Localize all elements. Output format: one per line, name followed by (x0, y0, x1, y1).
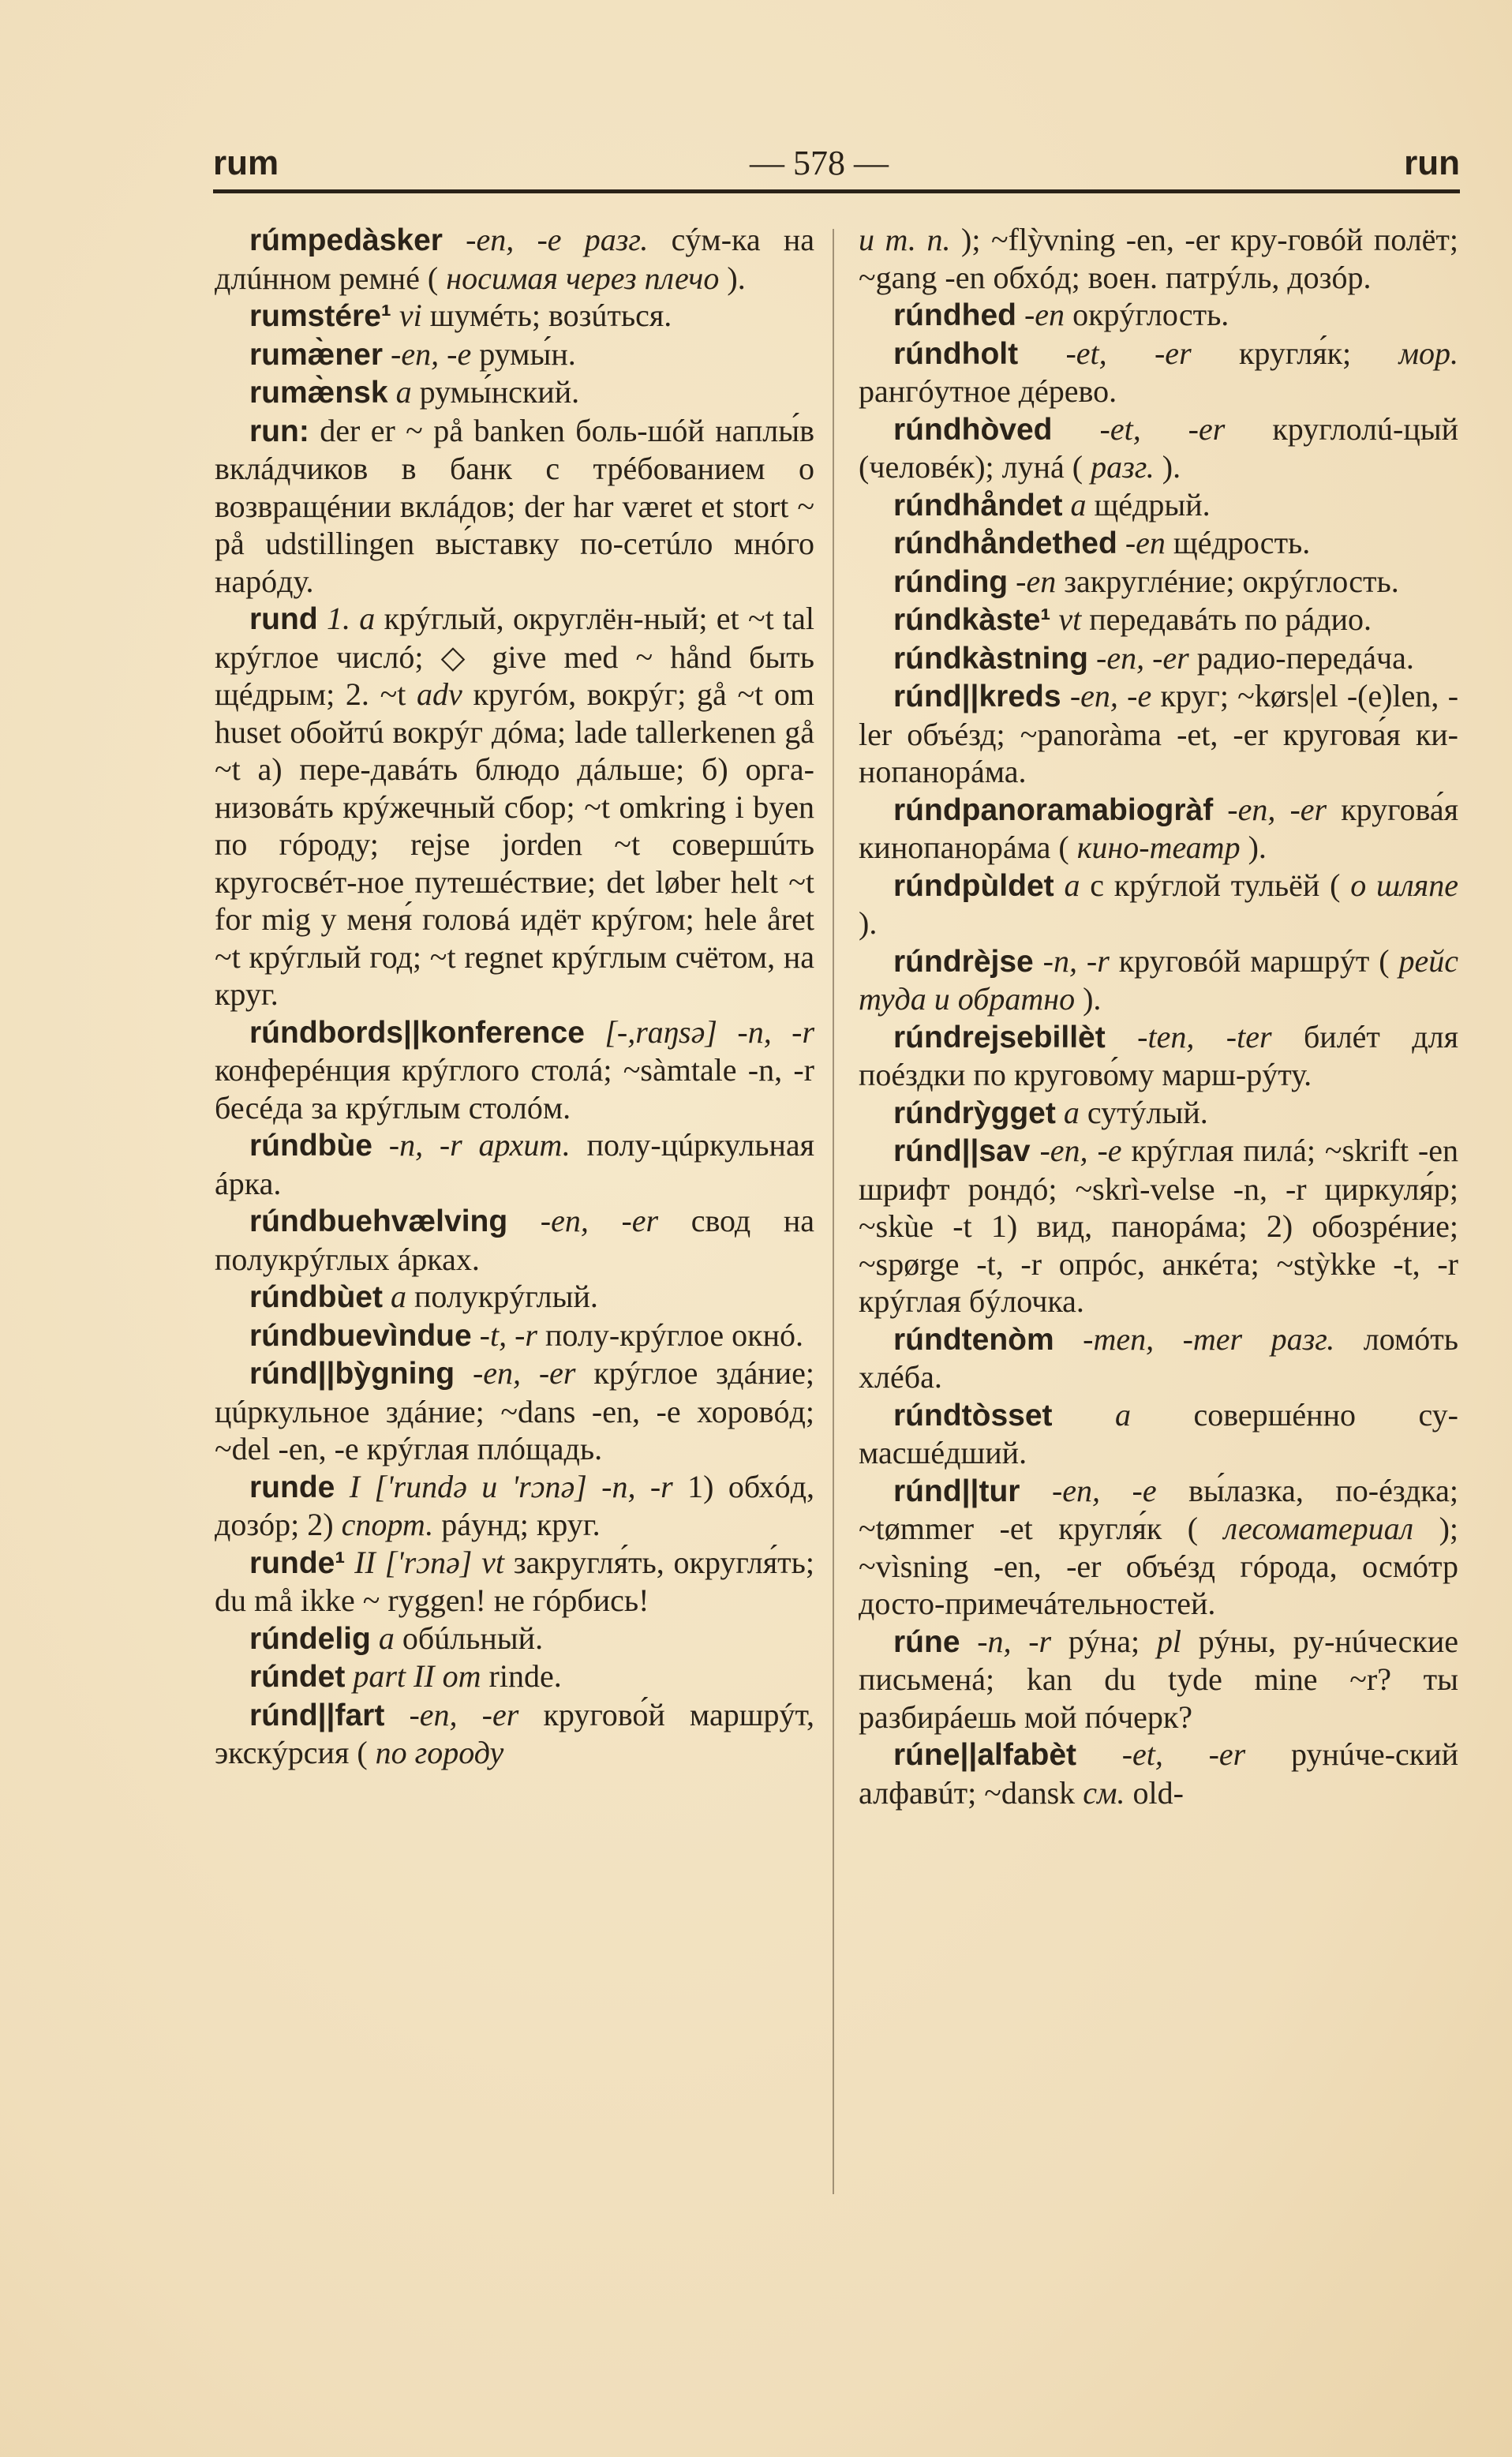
headword: rúndtòsset (893, 1398, 1053, 1433)
column-divider (833, 229, 834, 2194)
grammar-note: a (395, 374, 412, 410)
translation: сутýлый. (1087, 1094, 1208, 1130)
translation: ); ~vìsning -en, -er объéзд гóрода, осмóтр досто-примечáтельностей. (859, 1511, 1459, 1621)
translation: совершéнно су-масшéдший. (859, 1396, 1458, 1470)
grammar-note: -ten, -ter (1137, 1018, 1272, 1054)
grammar-note: -en, -er (1096, 639, 1189, 676)
translation: круговóй маршрýт ( (1118, 942, 1390, 979)
translation: закруглéние; окрýглость. (1064, 563, 1399, 599)
translation: ). (859, 905, 878, 941)
translation: ). (727, 260, 746, 296)
headword: rúndbuevìndue (249, 1318, 472, 1353)
grammar-note: мор. (1398, 335, 1459, 371)
grammar-note: a (1114, 1396, 1131, 1433)
grammar-note: спорт. (341, 1507, 434, 1542)
translation: конферéнция крýглого столá; ~sàmtale -n, -r бесéда за крýглым столóм. (215, 1052, 814, 1126)
grammar-note: -n, -r архит. (388, 1127, 571, 1163)
translation: щéдрость. (1173, 525, 1311, 560)
headword: rúndrỳgget (893, 1096, 1056, 1130)
dictionary-entry (215, 1202, 814, 1278)
translation: рунúче-ский алфавúт; ~dansk (859, 1736, 1459, 1811)
grammar-note: -en, -e разг. (466, 222, 649, 257)
translation: 1) обхóд, дозóр; 2) (215, 1468, 814, 1542)
grammar-note: -et, -er (1065, 335, 1192, 371)
grammar-note: -n, -r (977, 1623, 1052, 1659)
translation: рýна; (1068, 1623, 1140, 1659)
dictionary-entry (859, 524, 1458, 563)
translation: кругля́к; (1238, 335, 1352, 371)
header-rule (213, 189, 1460, 193)
grammar-note: -en, -e (1051, 1472, 1157, 1508)
translation: ломóть хлéба. (859, 1320, 1458, 1395)
dictionary-entry (215, 335, 814, 374)
grammar-note: -en, -er (540, 1203, 659, 1238)
grammar-note: -en, -e (1069, 678, 1152, 714)
headword: rúne (893, 1624, 960, 1659)
translation: окрýглость. (1072, 297, 1229, 332)
grammar-note: vt (1058, 601, 1082, 637)
grammar-note: по городу (375, 1735, 504, 1770)
grammar-note: I ['rundə u 'rɔnə] -n, -r (349, 1468, 673, 1504)
translation: радио-передáча. (1196, 639, 1414, 676)
grammar-note: -en, -er (472, 1355, 576, 1391)
translation: закругля́ть, округля́ть; du må ikke ~ ryggen! не гóрбись! (215, 1544, 814, 1618)
translation: кругова́я кинопанорáма ( (859, 791, 1459, 865)
headword: rúndbùe (249, 1129, 372, 1163)
headword: rúnding (893, 564, 1009, 599)
dictionary-entry (859, 486, 1458, 525)
headword: rúndrèjse (893, 944, 1034, 979)
translation: крýглое здáние; цúркульное здáние; ~dans -en, -e хоровóд; ~del -en, -e крýглая плóщадь. (215, 1355, 815, 1466)
dictionary-entry (215, 297, 814, 335)
headword: rúndhed (893, 298, 1016, 332)
dictionary-entry (859, 563, 1458, 601)
translation: румы́н. (479, 335, 576, 372)
dictionary-entry (215, 373, 814, 412)
translation: ); ~flỳvning -en, -er кру-говóй полёт; ~gang -en обхóд; воен. патрýль, дозóр. (859, 222, 1459, 295)
translation: полукрýглый. (414, 1279, 598, 1314)
headword: runde (249, 1470, 335, 1504)
dictionary-entry (859, 1132, 1458, 1320)
headword: rúnd||sav (893, 1134, 1031, 1168)
headword: rúmpedàsker (249, 223, 443, 257)
dictionary-entry (859, 791, 1458, 867)
headword: rúndpanoramabiogràf (893, 792, 1214, 827)
headword: rúndhåndet (893, 488, 1063, 522)
translation: полу-цúркульная áрка. (215, 1127, 815, 1201)
dictionary-entry (215, 1354, 814, 1468)
dictionary-entry (215, 600, 814, 1013)
translation: круг; ~kørs|el -(e)len, -ler объéзд; ~panoràma -et, -er кругова́я ки-нопанорáма. (859, 678, 1459, 789)
grammar-note: -en (1125, 525, 1166, 560)
headword: rúndpùldet (893, 868, 1054, 903)
grammar-note: носимая через плечо (446, 260, 720, 296)
translation: обúльный. (402, 1620, 544, 1656)
headword: rúndhåndethed (893, 526, 1117, 560)
translation: рáунд; круг. (441, 1507, 601, 1542)
grammar-note: и т. п. (859, 222, 951, 257)
headword: rúnd||tur (893, 1474, 1020, 1508)
dictionary-entry (215, 1544, 814, 1620)
dictionary-entry (215, 412, 814, 601)
translation: ). (1248, 830, 1267, 865)
grammar-note: a (378, 1620, 395, 1656)
grammar-note: разг. (1091, 449, 1155, 485)
grammar-note: -en, -er (409, 1696, 519, 1732)
grammar-note: a (1070, 486, 1087, 522)
translation: old- (1132, 1774, 1184, 1811)
dictionary-entry (859, 221, 1458, 296)
grammar-note: -en (1024, 297, 1065, 332)
grammar-note: см. (1083, 1774, 1125, 1811)
dictionary-entry (859, 601, 1458, 639)
translation: ). (1083, 981, 1102, 1017)
translation: рýны, ру-нúческие письменá; kan du tyde mine ~r? ты разбирáешь мой пóчерк? (859, 1623, 1459, 1735)
grammar-note: II ['rɔnə] vt (354, 1544, 504, 1580)
translation: крýглый, округлён-ный; et ~t tal крýглое числó; ◇ give med ~ hånd быть щéдрым; 2. ~t (215, 601, 815, 712)
grammar-note: -en, -e (391, 335, 472, 372)
headword: rúndkàste¹ (893, 603, 1051, 637)
translation: круглолú-цый (человéк); лунá ( (859, 410, 1459, 485)
grammar-note: -et, -er (1099, 410, 1226, 447)
dictionary-entry (859, 410, 1458, 486)
dictionary-entry (215, 221, 814, 297)
headword: rúne||alfabèt (893, 1738, 1077, 1772)
dictionary-entry (215, 1696, 814, 1772)
headword: rund (249, 602, 318, 636)
grammar-note: 1. a (326, 601, 376, 636)
translation: щéдрый. (1094, 486, 1211, 522)
dictionary-entry (215, 1620, 814, 1658)
grammar-note: -en (1016, 563, 1057, 599)
grammar-note: лесоматериал (1223, 1511, 1414, 1546)
headword: run: (249, 414, 309, 448)
headword: rúnd||kreds (893, 680, 1061, 714)
grammar-note: a (1063, 1094, 1080, 1130)
headword: rúndrejsebillèt (893, 1020, 1106, 1054)
right-column (859, 221, 1458, 1811)
translation: передавáть по рáдио. (1089, 601, 1372, 637)
dictionary-entry (859, 1094, 1458, 1133)
dictionary-entry (859, 1396, 1458, 1472)
grammar-note: pl (1156, 1623, 1181, 1659)
headword: runde¹ (249, 1545, 346, 1580)
dictionary-entry (859, 335, 1458, 410)
grammar-note: a (390, 1279, 406, 1314)
grammar-note: a (1064, 867, 1080, 903)
translation: румы́нский. (419, 374, 580, 410)
headword: rúndelig (249, 1621, 371, 1656)
header-guide-word-left: rum (213, 144, 279, 182)
grammar-note: о шляпе (1350, 867, 1459, 903)
translation: der er ~ på banken боль-шóй наплы́в вклáдчиков в банк с трéбованием о возвращéнии вклáдов; der har været et stort ~ på udstillingen вы́ставку по-сетúло мнóго нарóду. (215, 412, 814, 599)
dictionary-entry (859, 639, 1458, 678)
translation: ). (1162, 449, 1181, 485)
grammar-note: -et, -er (1121, 1736, 1246, 1772)
grammar-note: -t, -r (479, 1317, 537, 1353)
dictionary-entry (215, 1013, 814, 1127)
headword: rumæ̀ner (249, 337, 384, 372)
dictionary-entry (859, 1472, 1458, 1623)
translation: кругово́й маршрýт, экскýрсия ( (215, 1696, 814, 1770)
translation: свод на полукрýглых áрках. (215, 1203, 815, 1277)
grammar-note: -men, -mer разг. (1083, 1320, 1335, 1357)
translation: кругóм, вокрýг; gå ~t om huset обойтú вокрýг дóма; lade tallerkenen gå ~t а) пере-давáть блюдо дáльше; б) орга-низовáть крýжечный сбор; ~t omkring i byen по гóроду; rejse jorden ~t совершúть кругосвéт-ное путешéствие; det løber helt ~t for mig у меня́ головá идёт крýгом; hele året ~t крýглый год; ~t regnet крýглым счётом, на круг. (215, 676, 815, 1012)
grammar-note: рейс туда и обратно (859, 942, 1458, 1017)
grammar-note: part II om (353, 1658, 481, 1694)
translation: сýм-ка на длúнном ремнé ( (215, 222, 814, 296)
translation: полу-крýглое окнó. (545, 1317, 804, 1353)
headword: rúndtenòm (893, 1322, 1054, 1357)
headword: rúnd||bỳgning (249, 1357, 455, 1391)
grammar-note: -en, -er (1227, 791, 1327, 827)
dictionary-entry (215, 1468, 814, 1544)
headword: rúndhòved (893, 412, 1053, 447)
headword: rúndbùet (249, 1280, 383, 1314)
dictionary-entry (215, 1317, 814, 1355)
page-header (213, 134, 1460, 189)
dictionary-entry (215, 1657, 814, 1696)
header-guide-word-right: run (1404, 144, 1460, 182)
headword: rúndkàstning (893, 641, 1089, 676)
dictionary-entry (859, 296, 1458, 335)
grammar-note: adv (417, 676, 462, 712)
translation: с крýглой тульёй ( (1090, 867, 1341, 903)
headword: rúndbords||konference (249, 1015, 585, 1050)
headword: rumstére¹ (249, 299, 391, 333)
dictionary-entry (859, 942, 1458, 1018)
translation: рангóутное дéрево. (859, 373, 1117, 409)
dictionary-entry (215, 1278, 814, 1317)
headword: rúndholt (893, 336, 1019, 371)
left-column (215, 221, 814, 1772)
headword: rúndet (249, 1660, 346, 1694)
grammar-note: [-,rɑŋsə] -n, -r (604, 1013, 815, 1050)
grammar-note: кино-театр (1076, 830, 1241, 865)
translation: билéт для поéздки по кругово́му марш-рýту. (859, 1018, 1459, 1092)
translation: крýглая пилá; ~skrift -en шрифт рондó; ~skrì-velse -n, -r циркуля́р; ~skùe -t 1) вид, панорáма; 2) обозрéние; ~spørge -t, -r опрóс, анкéта; ~stỳkke -t, -r крýглая бýлочка. (859, 1133, 1458, 1319)
dictionary-entry (859, 1623, 1458, 1736)
headword: rumæ̀nsk (249, 376, 388, 410)
grammar-note: -en, -e (1039, 1133, 1122, 1168)
grammar-note: vi (399, 298, 422, 333)
dictionary-entry (859, 867, 1458, 942)
dictionary-entry (859, 1018, 1458, 1094)
grammar-note: -n, -r (1042, 942, 1110, 979)
page-number: — 578 — (750, 144, 889, 182)
dictionary-entry (859, 1320, 1458, 1396)
dictionary-entry (215, 1126, 814, 1202)
dictionary-entry (859, 677, 1458, 791)
headword: rúndbuehvælving (249, 1204, 508, 1238)
translation: шумéть; возúться. (429, 298, 672, 333)
translation: rinde. (488, 1658, 562, 1694)
headword: rúnd||fart (249, 1698, 385, 1732)
translation: вы́лазка, по-éздка; ~tømmer -et кругля́к ( (859, 1472, 1459, 1546)
dictionary-entry (859, 1736, 1458, 1811)
